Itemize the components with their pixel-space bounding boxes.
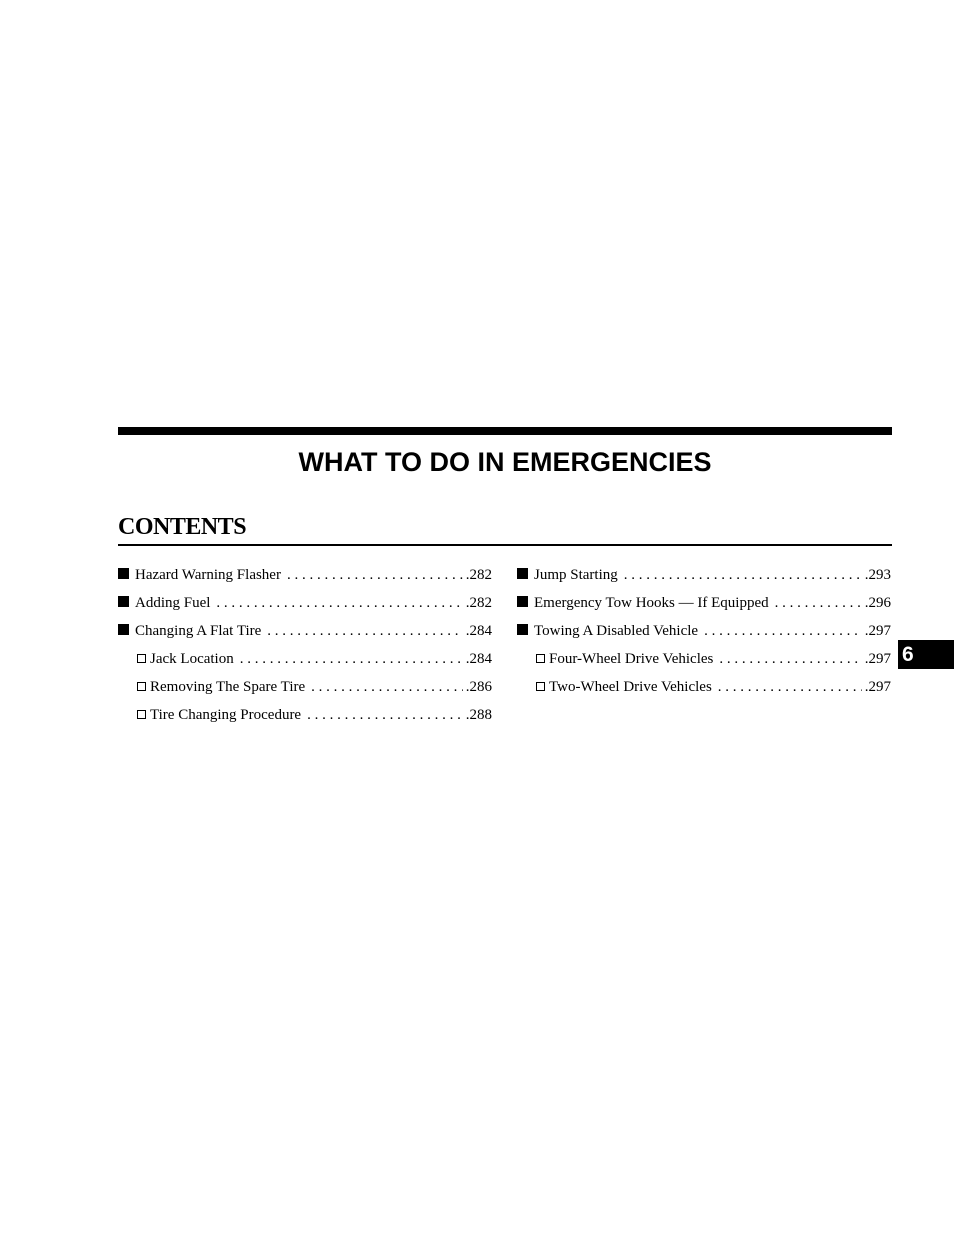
toc-page-number: .288 [465,707,492,723]
dot-leader [307,701,463,729]
contents-rule [118,544,892,546]
toc-entry-adding-fuel[interactable] [118,589,492,617]
toc-page-number: .284 [465,623,492,639]
toc-entry-title: Two-Wheel Drive Vehicles [549,679,712,695]
dot-leader [287,561,463,589]
toc-entry-title: Adding Fuel [135,595,211,611]
toc-entry-changing-a-flat-tire[interactable] [118,617,492,645]
toc-entry-title: Tire Changing Procedure [150,707,302,723]
toc-page-number: .293 [864,567,891,583]
toc-right-column [517,561,891,701]
filled-square-bullet-icon [517,624,528,635]
toc-subentry-removing-the-spare-tire[interactable] [118,673,492,701]
dot-leader [216,589,462,617]
toc-page-number: .297 [864,623,891,639]
dot-leader [719,645,861,673]
dot-leader [240,645,463,673]
dot-leader [718,673,862,701]
toc-entry-title: Towing A Disabled Vehicle [534,623,699,639]
hollow-square-bullet-icon [137,682,146,691]
chapter-title: WHAT TO DO IN EMERGENCIES [298,447,712,477]
toc-page-number: .286 [465,679,492,695]
contents-heading: CONTENTS [118,514,247,540]
filled-square-bullet-icon [517,596,528,607]
toc-entry-title: Removing The Spare Tire [150,679,306,695]
toc-entry-title: Four-Wheel Drive Vehicles [549,651,714,667]
dot-leader [624,561,862,589]
hollow-square-bullet-icon [536,682,545,691]
toc-subentry-four-wheel-drive-vehicles[interactable] [517,645,891,673]
toc-page-number: .296 [864,595,891,611]
filled-square-bullet-icon [118,624,129,635]
toc-subentry-two-wheel-drive-vehicles[interactable] [517,673,891,701]
toc-page-number: .297 [864,651,891,667]
toc-entry-title: Hazard Warning Flasher [135,567,281,583]
toc-entry-jump-starting[interactable] [517,561,891,589]
toc-page-number: .297 [864,679,891,695]
filled-square-bullet-icon [118,596,129,607]
chapter-top-rule [118,427,892,435]
dot-leader [267,617,462,645]
hollow-square-bullet-icon [137,654,146,663]
toc-subentry-jack-location[interactable] [118,645,492,673]
hollow-square-bullet-icon [536,654,545,663]
hollow-square-bullet-icon [137,710,146,719]
dot-leader [775,589,862,617]
toc-entry-towing-a-disabled-vehicle[interactable] [517,617,891,645]
toc-subentry-tire-changing-procedure[interactable] [118,701,492,729]
chapter-tab: 6 [898,640,954,669]
toc-entry-emergency-tow-hooks[interactable] [517,589,891,617]
toc-entry-hazard-warning-flasher[interactable] [118,561,492,589]
toc-entry-title: Jack Location [150,651,234,667]
dot-leader [704,617,862,645]
filled-square-bullet-icon [118,568,129,579]
toc-entry-title: Changing A Flat Tire [135,623,262,639]
toc-page-number: .282 [465,567,492,583]
toc-page-number: .282 [465,595,492,611]
toc-entry-title: Jump Starting [534,567,618,583]
toc-page-number: .284 [465,651,492,667]
toc-left-column [118,561,492,729]
filled-square-bullet-icon [517,568,528,579]
dot-leader [311,673,463,701]
toc-entry-title: Emergency Tow Hooks — If Equipped [534,595,769,611]
